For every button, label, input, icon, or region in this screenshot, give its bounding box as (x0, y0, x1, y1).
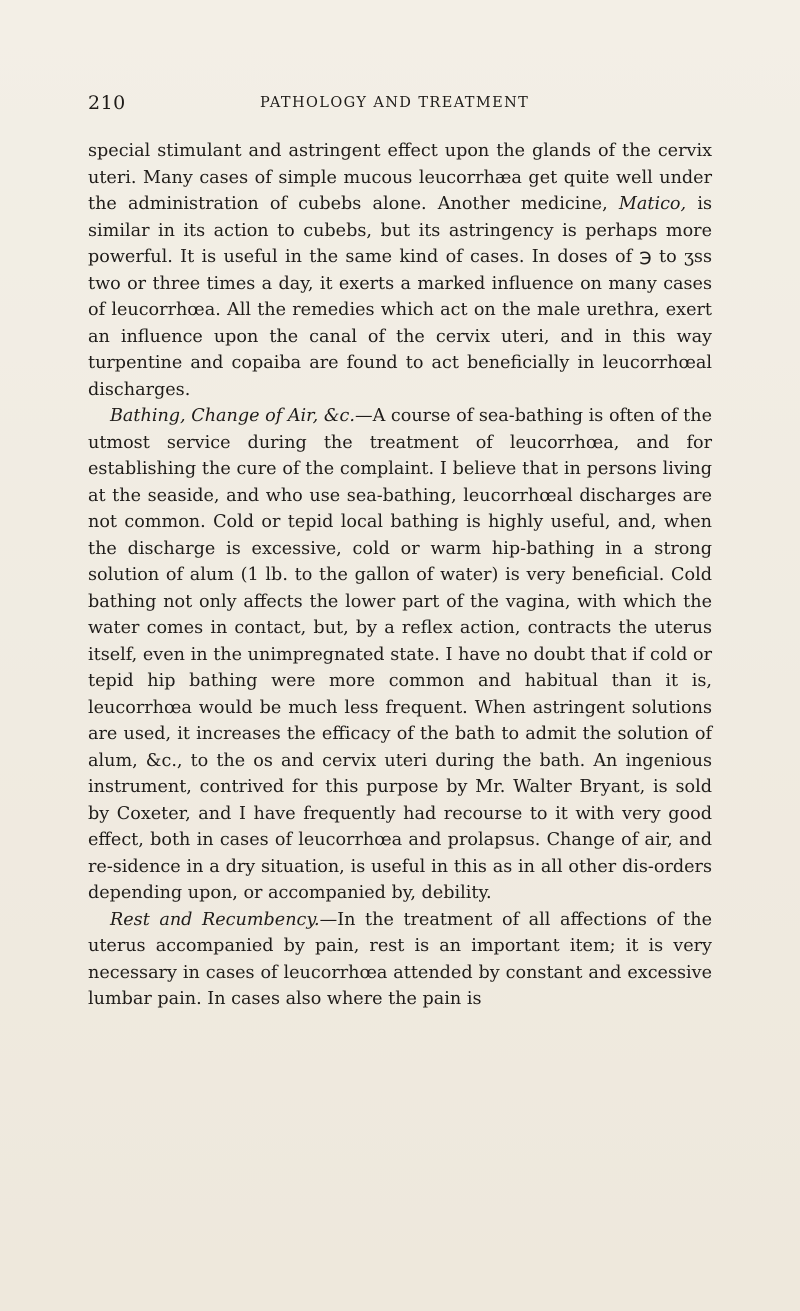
page-number: 210 (88, 92, 126, 114)
paragraph-bathing (88, 403, 712, 907)
running-title: PATHOLOGY AND TREATMENT (260, 95, 530, 111)
text-segment: —A course of sea-bathing is often of the utmost service during the treatment of leucorrhœa, and for establishing the cure of the complaint. I believe that in persons living at the seaside, and who use sea-bathing, leucorrhœal discharges are not common. Cold or tepid local bathing is highly useful, and, when the discharge is excessive, cold or warm hip-bathing in a strong solution of alum (1 lb. to the gallon of water) is very beneficial. Cold bathing not only affects the lower part of the vagina, with which the water comes in contact, but, by a reflex action, contracts the uterus itself, even in the unimpregnated state. I have no doubt that if cold or tepid hip bathing were more common and habitual than it is, leucorrhœa would be much less frequent. When astringent solutions are used, it increases the efficacy of the bath to admit the solution of alum, &c., to the os and cervix uteri during the bath. An ingenious instrument, contrived for this purpose by Mr. Walter Bryant, is sold by Coxeter, and I have frequently had recourse to it with very good effect, both in cases of leucorrhœa and prolapsus. Change of air, and re-sidence in a dry situation, is useful in this as in all other dis-orders depending upon, or accompanied by, debility. (88, 406, 712, 903)
section-heading-rest: Rest and Recumbency. (110, 909, 320, 930)
paragraph-rest (88, 907, 712, 1013)
text-segment: is similar in its action to cubebs, but its astringency is perhaps more powerful. It is useful in the same kind of cases. In doses of ℈ to ʒss two or three times a day, it exerts a marked influence on many cases of leucorrhœa. All the remedies which act on the male urethra, exert an influence upon the canal of the cervix uteri, and in this way turpentine and copaiba are found to act beneficially in leucorrhœal discharges. (88, 194, 712, 400)
text-segment: special stimulant and astringent effect upon the glands of the cervix uteri. Many cases of simple mucous leucorrhæa get quite well under the administration of cubebs alone. Another medicine, (88, 141, 712, 214)
text-segment: —In the treatment of all affections of the uterus accompanied by pain, rest is an important item; it is very necessary in cases of leucorrhœa attended by constant and excessive lumbar pain. In cases also where the pain is (88, 909, 712, 1009)
italic-term-matico: Matico, (618, 194, 687, 214)
body-text (88, 138, 712, 1013)
section-heading-bathing: Bathing, Change of Air, &c. (110, 406, 355, 426)
running-head (88, 92, 712, 116)
paragraph-cubebs-matico (88, 138, 712, 403)
